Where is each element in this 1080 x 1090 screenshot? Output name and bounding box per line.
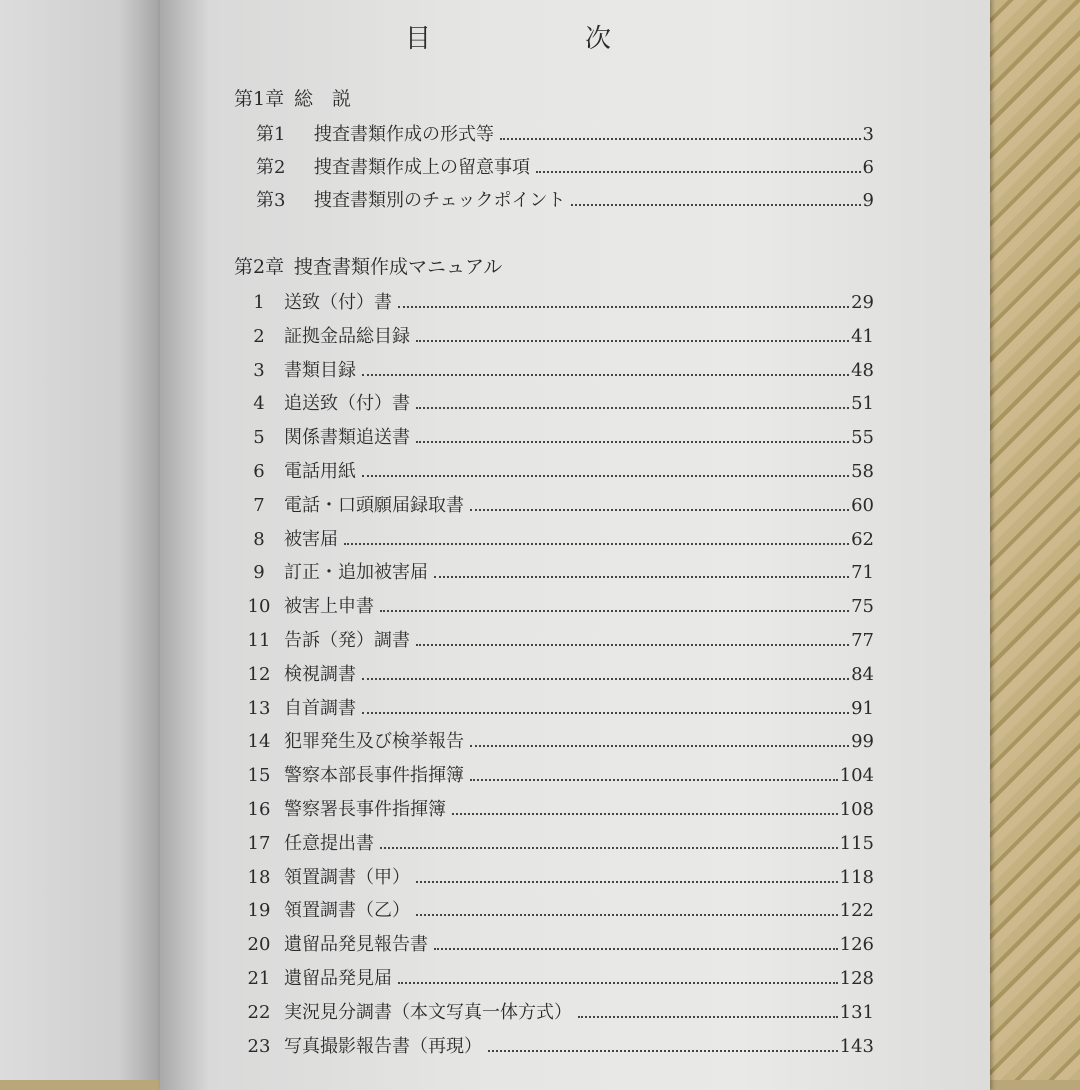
entry-title: 捜査書類作成上の留意事項: [314, 157, 530, 178]
entry-number: 20: [247, 934, 271, 956]
entry-page: 71: [851, 562, 874, 584]
toc-entry: [234, 592, 874, 620]
chapter-label: 第1章: [234, 88, 285, 110]
entry-page: 91: [851, 697, 874, 719]
entry-page: 75: [851, 596, 874, 618]
entry-page: 55: [851, 427, 874, 449]
entry-number: 5: [253, 427, 265, 449]
entry-page: 99: [851, 731, 874, 753]
dot-leader: [362, 374, 849, 376]
toc-entry: [234, 389, 874, 417]
entry-page: 131: [839, 1001, 874, 1023]
entry-page: 84: [851, 663, 874, 685]
entry-page: 104: [839, 765, 874, 787]
toc-entry: [234, 964, 874, 992]
entry-number: 22: [247, 1001, 271, 1023]
entry-page: 108: [839, 799, 874, 820]
facing-page: [0, 0, 170, 1080]
dot-leader: [500, 138, 861, 140]
toc-entry: [234, 457, 874, 485]
dot-leader: [398, 306, 849, 308]
dot-leader: [452, 813, 838, 815]
entry-number: 16: [247, 799, 271, 820]
dot-leader: [380, 610, 849, 612]
toc-entry: [234, 491, 874, 519]
entry-number: 14: [247, 731, 271, 753]
dot-leader: [416, 914, 838, 916]
entry-title: 証拠金品総目録: [284, 325, 410, 347]
entry-page: 41: [851, 325, 874, 347]
entry-page: 9: [862, 190, 874, 211]
entry-page: 60: [851, 494, 874, 516]
entry-number: 6: [253, 461, 265, 482]
entry-title: 捜査書類作成の形式等: [314, 124, 494, 145]
entry-number: 第3: [256, 190, 286, 211]
toc-entry: [234, 626, 874, 654]
entry-number: 3: [253, 359, 265, 381]
toc-entry: [234, 186, 874, 214]
dot-leader: [398, 982, 838, 984]
dot-leader: [571, 204, 860, 206]
entry-title: 関係書類追送書: [284, 427, 410, 449]
entry-page: 143: [839, 1035, 874, 1057]
entry-page: 3: [862, 124, 874, 145]
entry-title: 電話用紙: [284, 461, 356, 482]
toc-entry: [234, 930, 874, 958]
dot-leader: [488, 1050, 838, 1052]
toc-entry: [234, 694, 874, 722]
dot-leader: [380, 847, 838, 849]
toc-entry: [234, 829, 874, 857]
entry-number: 19: [247, 900, 271, 922]
dot-leader: [416, 407, 849, 409]
entry-title: 警察本部長事件指揮簿: [284, 765, 464, 787]
dot-leader: [416, 644, 849, 646]
entry-number: 第2: [256, 157, 286, 178]
chapter-heading: [234, 84, 351, 111]
entry-page: 58: [851, 461, 874, 482]
entry-number: 4: [253, 393, 265, 415]
entry-title: 被害届: [284, 528, 338, 550]
dot-leader: [578, 1016, 838, 1018]
dot-leader: [362, 678, 849, 680]
toc-entry: [234, 288, 874, 316]
entry-title: 任意提出書: [284, 832, 374, 854]
entry-title: 捜査書類別のチェックポイント: [314, 190, 566, 211]
entry-page: 77: [851, 630, 874, 651]
entry-title: 領置調書（甲）: [284, 866, 410, 888]
entry-number: 17: [247, 832, 271, 854]
dot-leader: [470, 509, 849, 511]
entry-title: 訂正・追加被害届: [284, 562, 428, 584]
dot-leader: [470, 779, 838, 781]
entry-page: 6: [862, 157, 874, 178]
entry-page: 122: [839, 900, 874, 922]
entry-title: 追送致（付）書: [284, 393, 410, 415]
entry-page: 118: [839, 866, 874, 888]
entry-title: 書類目録: [284, 359, 356, 381]
entry-page: 48: [851, 359, 874, 381]
chapter-title: 捜査書類作成マニュアル: [294, 256, 503, 278]
entry-title: 実況見分調書（本文写真一体方式）: [284, 1001, 572, 1023]
entry-number: 第1: [256, 124, 286, 145]
entry-number: 2: [253, 325, 265, 347]
toc-entry: [234, 727, 874, 755]
entry-page: 128: [839, 968, 874, 989]
entry-title: 自首調書: [284, 697, 356, 719]
entry-title: 警察署長事件指揮簿: [284, 799, 446, 820]
entry-number: 21: [247, 968, 271, 989]
entry-title: 遺留品発見報告書: [284, 934, 428, 956]
entry-title: 告訴（発）調書: [284, 630, 410, 651]
chapter-title: 総 説: [294, 88, 352, 110]
dot-leader: [434, 948, 838, 950]
toc-entry: [234, 795, 874, 823]
toc-entry: [234, 863, 874, 891]
entry-title: 送致（付）書: [284, 292, 392, 313]
toc-entry: [234, 761, 874, 789]
entry-title: 領置調書（乙）: [284, 900, 410, 922]
chapter-heading: [234, 252, 502, 279]
entry-number: 18: [247, 866, 271, 888]
toc-entry: [234, 423, 874, 451]
entry-number: 8: [253, 528, 265, 550]
toc-entry: [234, 896, 874, 924]
toc-entry: [234, 322, 874, 350]
entry-page: 29: [851, 292, 874, 313]
entry-title: 被害上申書: [284, 596, 374, 618]
entry-title: 写真撮影報告書（再現）: [284, 1035, 482, 1057]
chapter-label: 第2章: [234, 256, 285, 278]
entry-page: 62: [851, 528, 874, 550]
toc-entry: [234, 120, 874, 148]
toc-entry: [234, 558, 874, 586]
toc-entry: [234, 1032, 874, 1060]
entry-number: 7: [253, 494, 265, 516]
dot-leader: [344, 543, 849, 545]
entry-title: 遺留品発見届: [284, 968, 392, 989]
dot-leader: [536, 171, 861, 173]
dot-leader: [362, 712, 849, 714]
entry-page: 51: [851, 393, 874, 415]
entry-number: 23: [247, 1035, 271, 1057]
dot-leader: [416, 441, 849, 443]
dot-leader: [416, 340, 849, 342]
entry-page: 115: [839, 832, 874, 854]
entry-number: 10: [247, 596, 271, 618]
toc-entry: [234, 998, 874, 1026]
toc-entry: [234, 660, 874, 688]
dot-leader: [470, 745, 849, 747]
entry-number: 11: [247, 630, 271, 651]
entry-title: 検視調書: [284, 663, 356, 685]
entry-number: 15: [247, 765, 271, 787]
dot-leader: [416, 881, 838, 883]
dot-leader: [434, 576, 849, 578]
toc-entry: [234, 525, 874, 553]
entry-page: 126: [839, 934, 874, 956]
dot-leader: [362, 475, 849, 477]
entry-number: 9: [253, 562, 265, 584]
entry-number: 12: [247, 663, 271, 685]
toc-entry: [234, 356, 874, 384]
entry-number: 1: [253, 292, 265, 313]
entry-title: 犯罪発生及び検挙報告: [284, 731, 464, 753]
entry-title: 電話・口頭願届録取書: [284, 494, 464, 516]
entry-number: 13: [247, 697, 271, 719]
toc-entry: [234, 153, 874, 181]
page-title: 目 次: [404, 24, 675, 54]
